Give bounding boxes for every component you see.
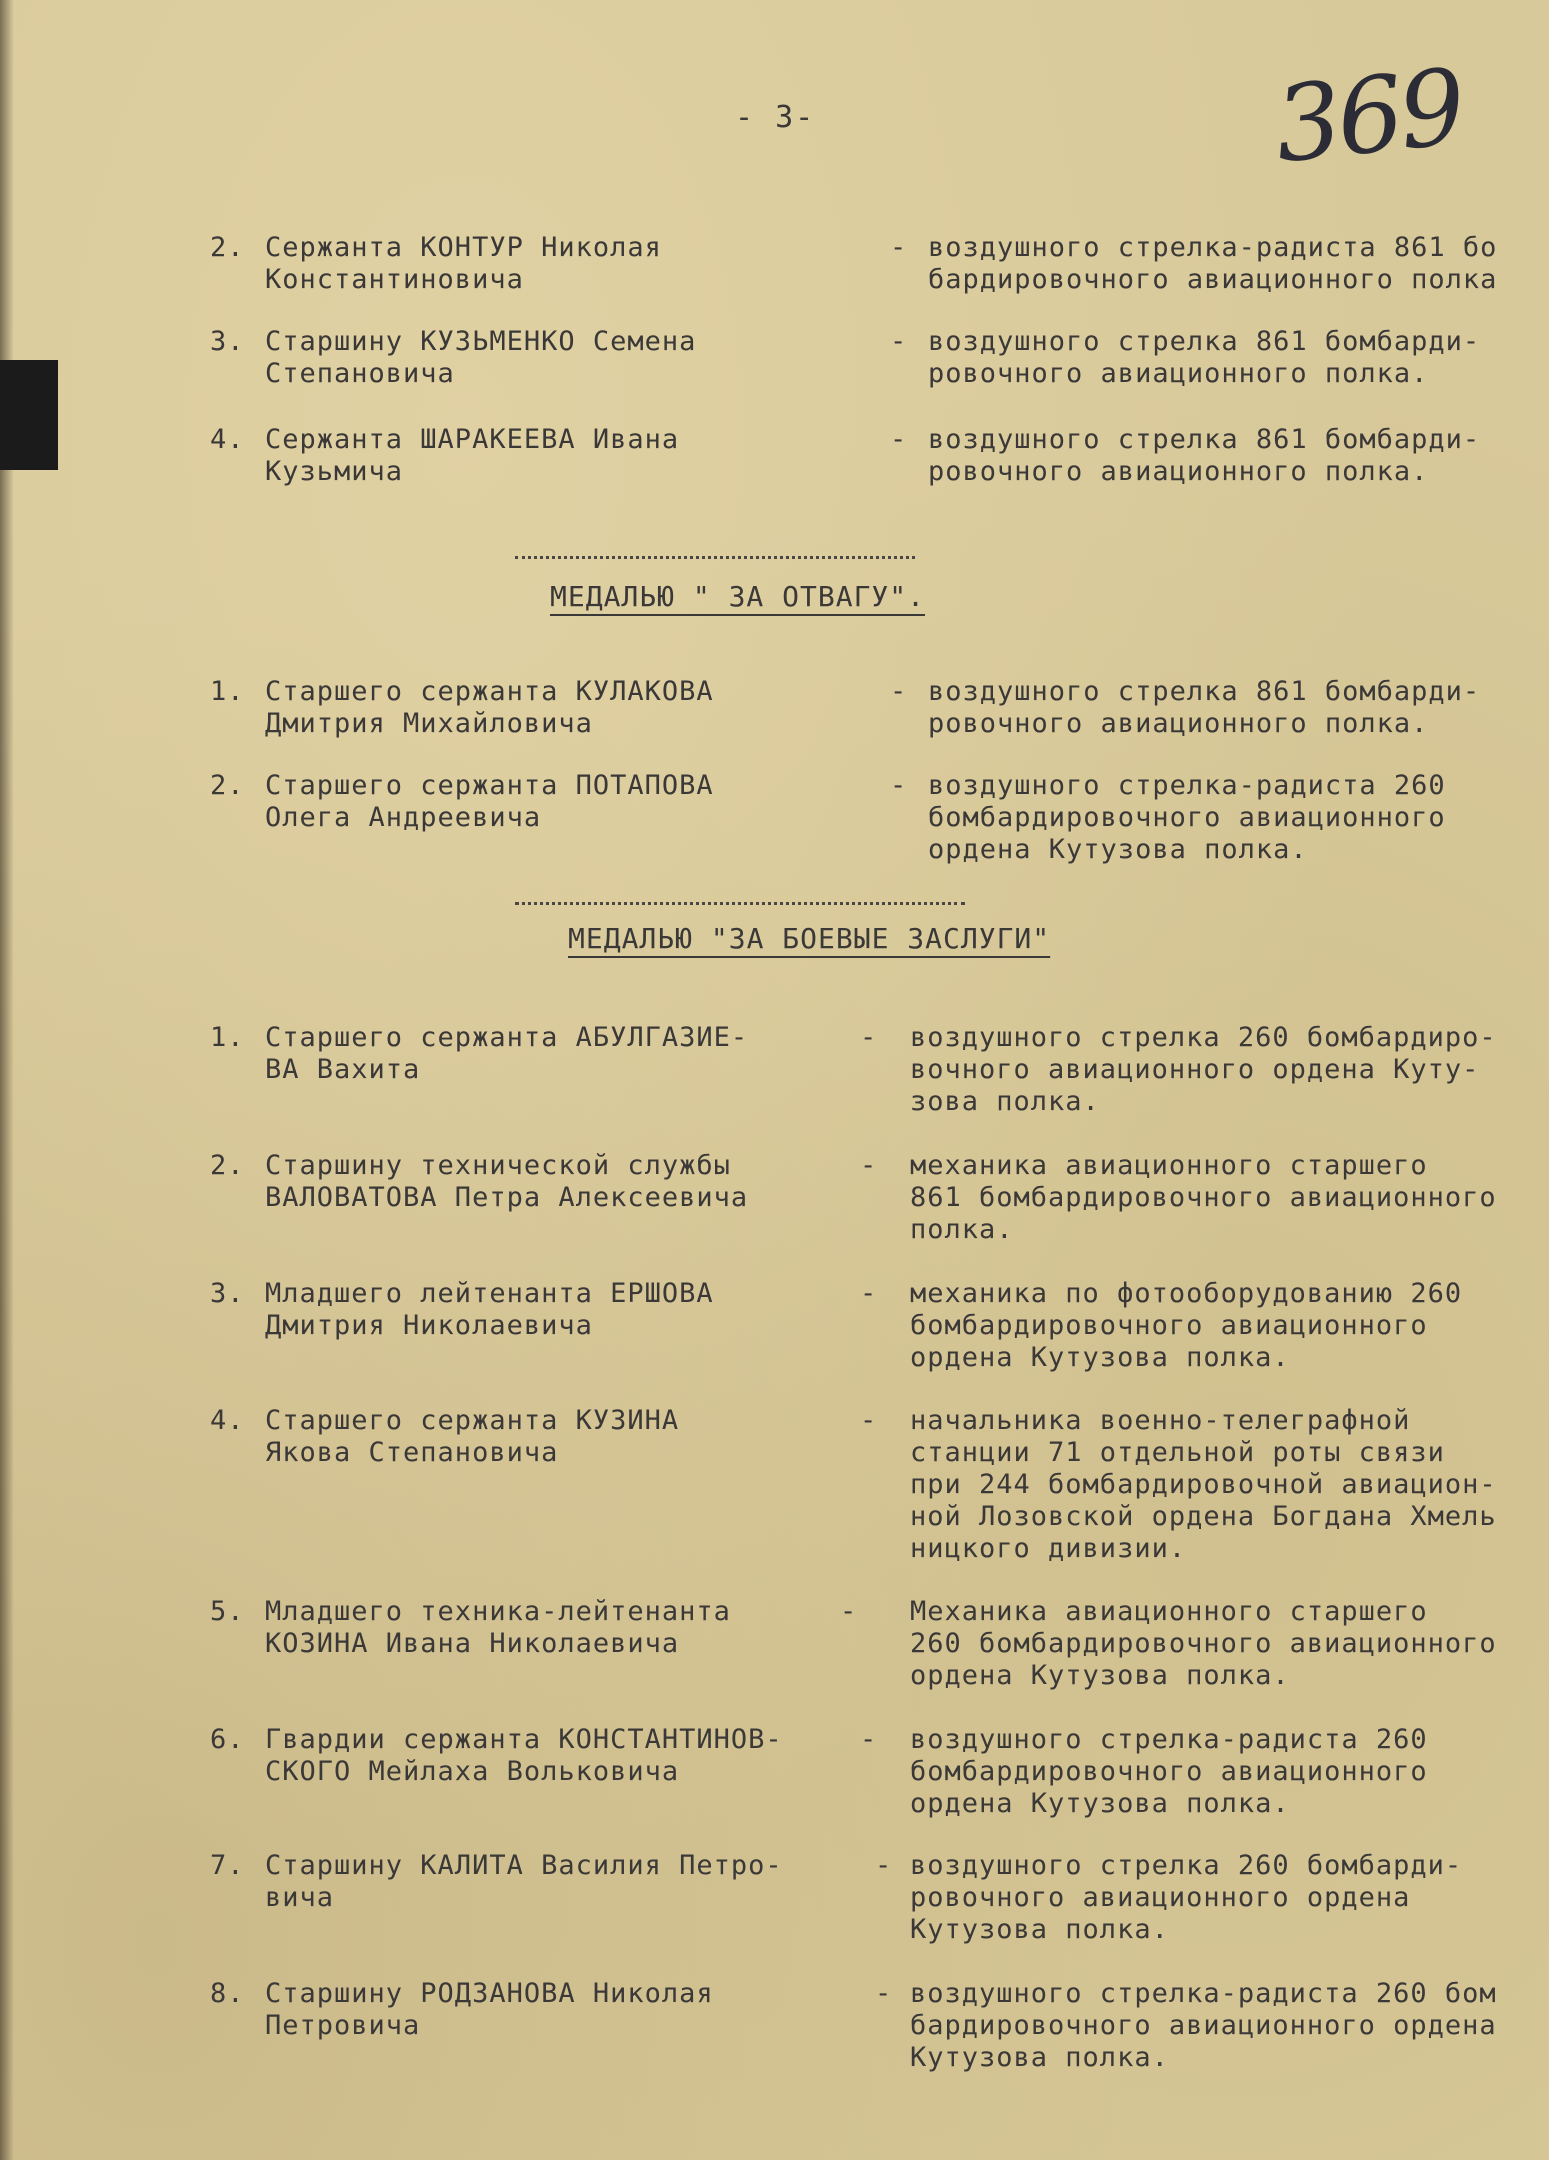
role-line: механика по фотооборудованию 260 [910, 1278, 1463, 1309]
entry-name [265, 1405, 679, 1469]
entry-role [928, 770, 1446, 866]
entry-role [910, 1150, 1497, 1246]
entry-number: 1. [210, 1022, 245, 1053]
role-line: воздушного стрелка-радиста 260 [910, 1724, 1428, 1755]
name-line: Младшего техника-лейтенанта [265, 1596, 731, 1627]
entry-role [928, 326, 1480, 390]
entry-name [265, 1022, 748, 1086]
role-line: воздушного стрелка-радиста 861 бо [928, 232, 1498, 263]
role-line: воздушного стрелка 861 бомбарди- [928, 326, 1481, 357]
page-number: - 3- [735, 100, 816, 135]
entry-name [265, 232, 662, 296]
role-line: бомбардировочного авиационного [910, 1756, 1428, 1787]
entry-dash: - [890, 424, 908, 455]
name-line: Гвардии сержанта КОНСТАНТИНОВ- [265, 1724, 783, 1755]
entry-dash: - [860, 1022, 878, 1053]
name-line: Якова Степановича [265, 1437, 559, 1468]
entry-role [910, 1724, 1428, 1820]
entry-role [910, 1405, 1497, 1565]
name-line: Петровича [265, 2010, 421, 2041]
role-line: бардировочного авиационного ордена [910, 2010, 1497, 2041]
entry-dash: - [860, 1150, 878, 1181]
section-separator [515, 902, 965, 905]
entry-role [910, 1596, 1497, 1692]
role-line: ордена Кутузова полка. [910, 1660, 1290, 1691]
name-line: вича [265, 1882, 335, 1913]
name-line: Дмитрия Николаевича [265, 1310, 593, 1341]
name-line: Кузьмича [265, 456, 404, 487]
entry-name [265, 1724, 783, 1788]
role-line: Механика авиационного старшего [910, 1596, 1428, 1627]
role-line: бомбардировочного авиационного [928, 802, 1446, 833]
entry-dash: - [890, 326, 908, 357]
name-line: ВАЛОВАТОВА Петра Алексеевича [265, 1182, 749, 1213]
role-line: полка. [910, 1214, 1014, 1245]
role-line: начальника военно-телеграфной [910, 1405, 1411, 1436]
page-edge-shadow [0, 0, 14, 2160]
name-line: КОЗИНА Ивана Николаевича [265, 1628, 680, 1659]
role-line: воздушного стрелка 861 бомбарди- [928, 676, 1481, 707]
name-line: Олега Андреевича [265, 802, 542, 833]
entry-number: 5. [210, 1596, 245, 1627]
entry-name [265, 1150, 748, 1214]
entry-name [265, 424, 679, 488]
entry-number: 6. [210, 1724, 245, 1755]
entry-dash: - [860, 1724, 878, 1755]
role-line: ной Лозовской ордена Богдана Хмель [910, 1501, 1497, 1532]
entry-number: 2. [210, 232, 245, 263]
entry-number: 1. [210, 676, 245, 707]
section-title: МЕДАЛЬЮ " ЗА ОТВАГУ". [550, 580, 926, 613]
entry-dash: - [860, 1405, 878, 1436]
role-line: станции 71 отдельной роты связи [910, 1437, 1445, 1468]
entry-name [265, 326, 696, 390]
role-line: ордена Кутузова полка. [928, 834, 1308, 865]
entry-number: 7. [210, 1850, 245, 1881]
role-line: ордена Кутузова полка. [910, 1342, 1290, 1373]
entry-name [265, 1978, 714, 2042]
role-line: зова полка. [910, 1086, 1100, 1117]
name-line: Старшину РОДЗАНОВА Николая [265, 1978, 714, 2009]
name-line: Старшего сержанта ПОТАПОВА [265, 770, 714, 801]
entry-dash: - [840, 1596, 858, 1627]
role-line: воздушного стрелка-радиста 260 [928, 770, 1446, 801]
name-line: СКОГО Мейлаха Вольковича [265, 1756, 680, 1787]
role-line: ровочного авиационного полка. [928, 456, 1429, 487]
entry-role [928, 424, 1480, 488]
entry-dash: - [890, 770, 908, 801]
entry-number: 3. [210, 1278, 245, 1309]
name-line: Старшину технической службы [265, 1150, 731, 1181]
name-line: Старшину КУЗЬМЕНКО Семена [265, 326, 697, 357]
torn-edge-shadow [0, 360, 58, 470]
entry-number: 4. [210, 424, 245, 455]
entry-number: 3. [210, 326, 245, 357]
entry-role [910, 1978, 1497, 2074]
entry-dash: - [875, 1850, 893, 1881]
name-line: ВА Вахита [265, 1054, 421, 1085]
role-line: Кутузова полка. [910, 2042, 1169, 2073]
entry-name [265, 1278, 714, 1342]
entry-dash: - [860, 1278, 878, 1309]
entry-role [910, 1278, 1462, 1374]
entry-name [265, 1596, 731, 1660]
entry-name [265, 770, 714, 834]
role-line: Кутузова полка. [910, 1914, 1169, 1945]
entry-number: 2. [210, 770, 245, 801]
entry-role [910, 1850, 1462, 1946]
section-separator [515, 556, 915, 559]
role-line: воздушного стрелка 861 бомбарди- [928, 424, 1481, 455]
role-line: бомбардировочного авиационного [910, 1310, 1428, 1341]
entry-role [928, 676, 1480, 740]
role-line: воздушного стрелка 260 бомбарди- [910, 1850, 1463, 1881]
entry-name [265, 1850, 783, 1914]
entry-role [910, 1022, 1497, 1118]
role-line: механика авиационного старшего [910, 1150, 1428, 1181]
entry-role [928, 232, 1497, 296]
name-line: Старшего сержанта КУЗИНА [265, 1405, 680, 1436]
name-line: Дмитрия Михайловича [265, 708, 593, 739]
role-line: вочного авиационного ордена Куту- [910, 1054, 1480, 1085]
name-line: Степановича [265, 358, 455, 389]
entry-dash: - [890, 676, 908, 707]
role-line: при 244 бомбардировочной авиацион- [910, 1469, 1497, 1500]
name-line: Младшего лейтенанта ЕРШОВА [265, 1278, 714, 1309]
name-line: Константиновича [265, 264, 524, 295]
role-line: воздушного стрелка-радиста 260 бом [910, 1978, 1497, 2009]
entry-number: 2. [210, 1150, 245, 1181]
role-line: 260 бомбардировочного авиационного [910, 1628, 1497, 1659]
name-line: Старшего сержанта АБУЛГАЗИЕ- [265, 1022, 749, 1053]
entry-number: 8. [210, 1978, 245, 2009]
role-line: ницкого дивизии. [910, 1533, 1187, 1564]
section-title: МЕДАЛЬЮ "ЗА БОЕВЫЕ ЗАСЛУГИ" [568, 922, 1051, 955]
handwritten-archive-number: 369 [1269, 45, 1468, 187]
name-line: Старшину КАЛИТА Василия Петро- [265, 1850, 783, 1881]
name-line: Сержанта КОНТУР Николая [265, 232, 662, 263]
role-line: ровочного авиационного полка. [928, 358, 1429, 389]
role-line: воздушного стрелка 260 бомбардиро- [910, 1022, 1497, 1053]
role-line: ровочного авиационного полка. [928, 708, 1429, 739]
entry-number: 4. [210, 1405, 245, 1436]
role-line: ордена Кутузова полка. [910, 1788, 1290, 1819]
role-line: бардировочного авиационного полка [928, 264, 1498, 295]
name-line: Сержанта ШАРАКЕЕВА Ивана [265, 424, 680, 455]
role-line: 861 бомбардировочного авиационного [910, 1182, 1497, 1213]
entry-name [265, 676, 714, 740]
entry-dash: - [875, 1978, 893, 2009]
role-line: ровочного авиационного ордена [910, 1882, 1411, 1913]
name-line: Старшего сержанта КУЛАКОВА [265, 676, 714, 707]
entry-dash: - [890, 232, 908, 263]
